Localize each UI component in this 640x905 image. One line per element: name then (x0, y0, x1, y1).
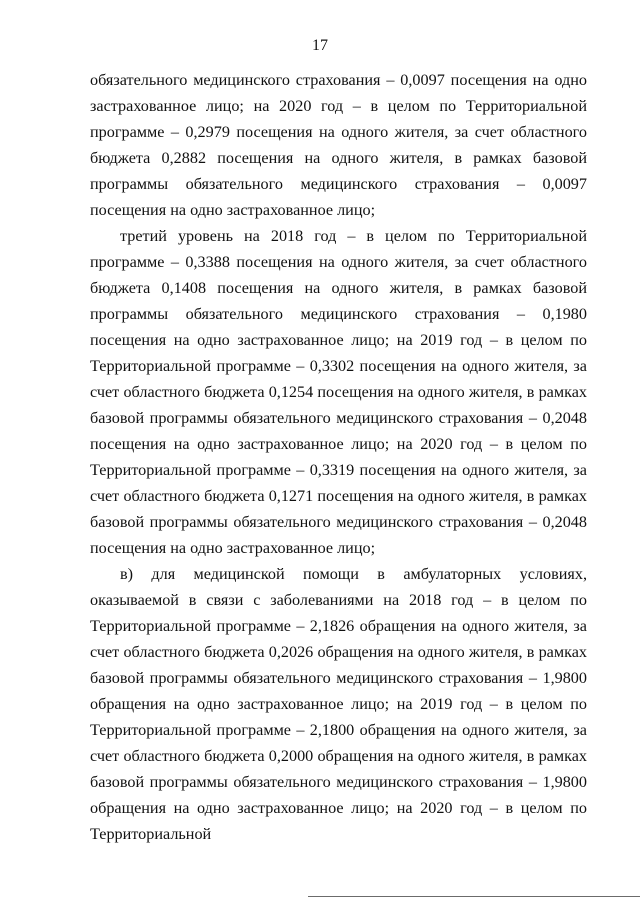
paragraph-third-level: третий уровень на 2018 год – в целом по Территориальной программе – 0,3388 посещения на одного жителя, за счет областного бюджета 0,1408 посещения на одного жителя, в рамках базовой программы обязательного медицинского страхования – 0,1980 посещения на одно застрахованное лицо; на 2019 год – в целом по Территориальной программе – 0,3302 посещения на одного жителя, за счет областного бюджета 0,1254 посещения на одного жителя, в рамках базовой программы обязательного медицинского страхования – 0,2048 посещения на одно застрахованное лицо; на 2020 год – в целом по Территориальной программе – 0,3319 посещения на одного жителя, за счет областного бюджета 0,1271 посещения на одного жителя, в рамках базовой программы обязательного медицинского страхования – 0,2048 посещения на одно застрахованное лицо; (90, 227, 587, 557)
bottom-rule (308, 896, 640, 897)
page-number: 17 (312, 37, 328, 54)
paragraph-continuation: обязательного медицинского страхования – 0,0097 посещения на одно застрахованное лицо; на 2020 год – в целом по Территориальной программе – 0,2979 посещения на одного жителя, за счет областного бюджета 0,2882 посещения на одного жителя, в рамках базовой программы обязательного медицинского страхования – 0,0097 посещения на одно застрахованное лицо; (90, 71, 587, 219)
paragraph-item-v: в) для медицинской помощи в амбулаторных условиях, оказываемой в связи с заболеваниями на 2018 год – в целом по Территориальной программе – 2,1826 обращения на одного жителя, за счет областного бюджета 0,2026 обращения на одного жителя, в рамках базовой программы обязательного медицинского страхования – 1,9800 обращения на одно застрахованное лицо; на 2019 год – в целом по Территориальной программе – 2,1800 обращения на одного жителя, за счет областного бюджета 0,2000 обращения на одного жителя, в рамках базовой программы обязательного медицинского страхования – 1,9800 обращения на одно застрахованное лицо; на 2020 год – в целом по Территориальной (90, 565, 587, 843)
document-body (90, 67, 587, 847)
